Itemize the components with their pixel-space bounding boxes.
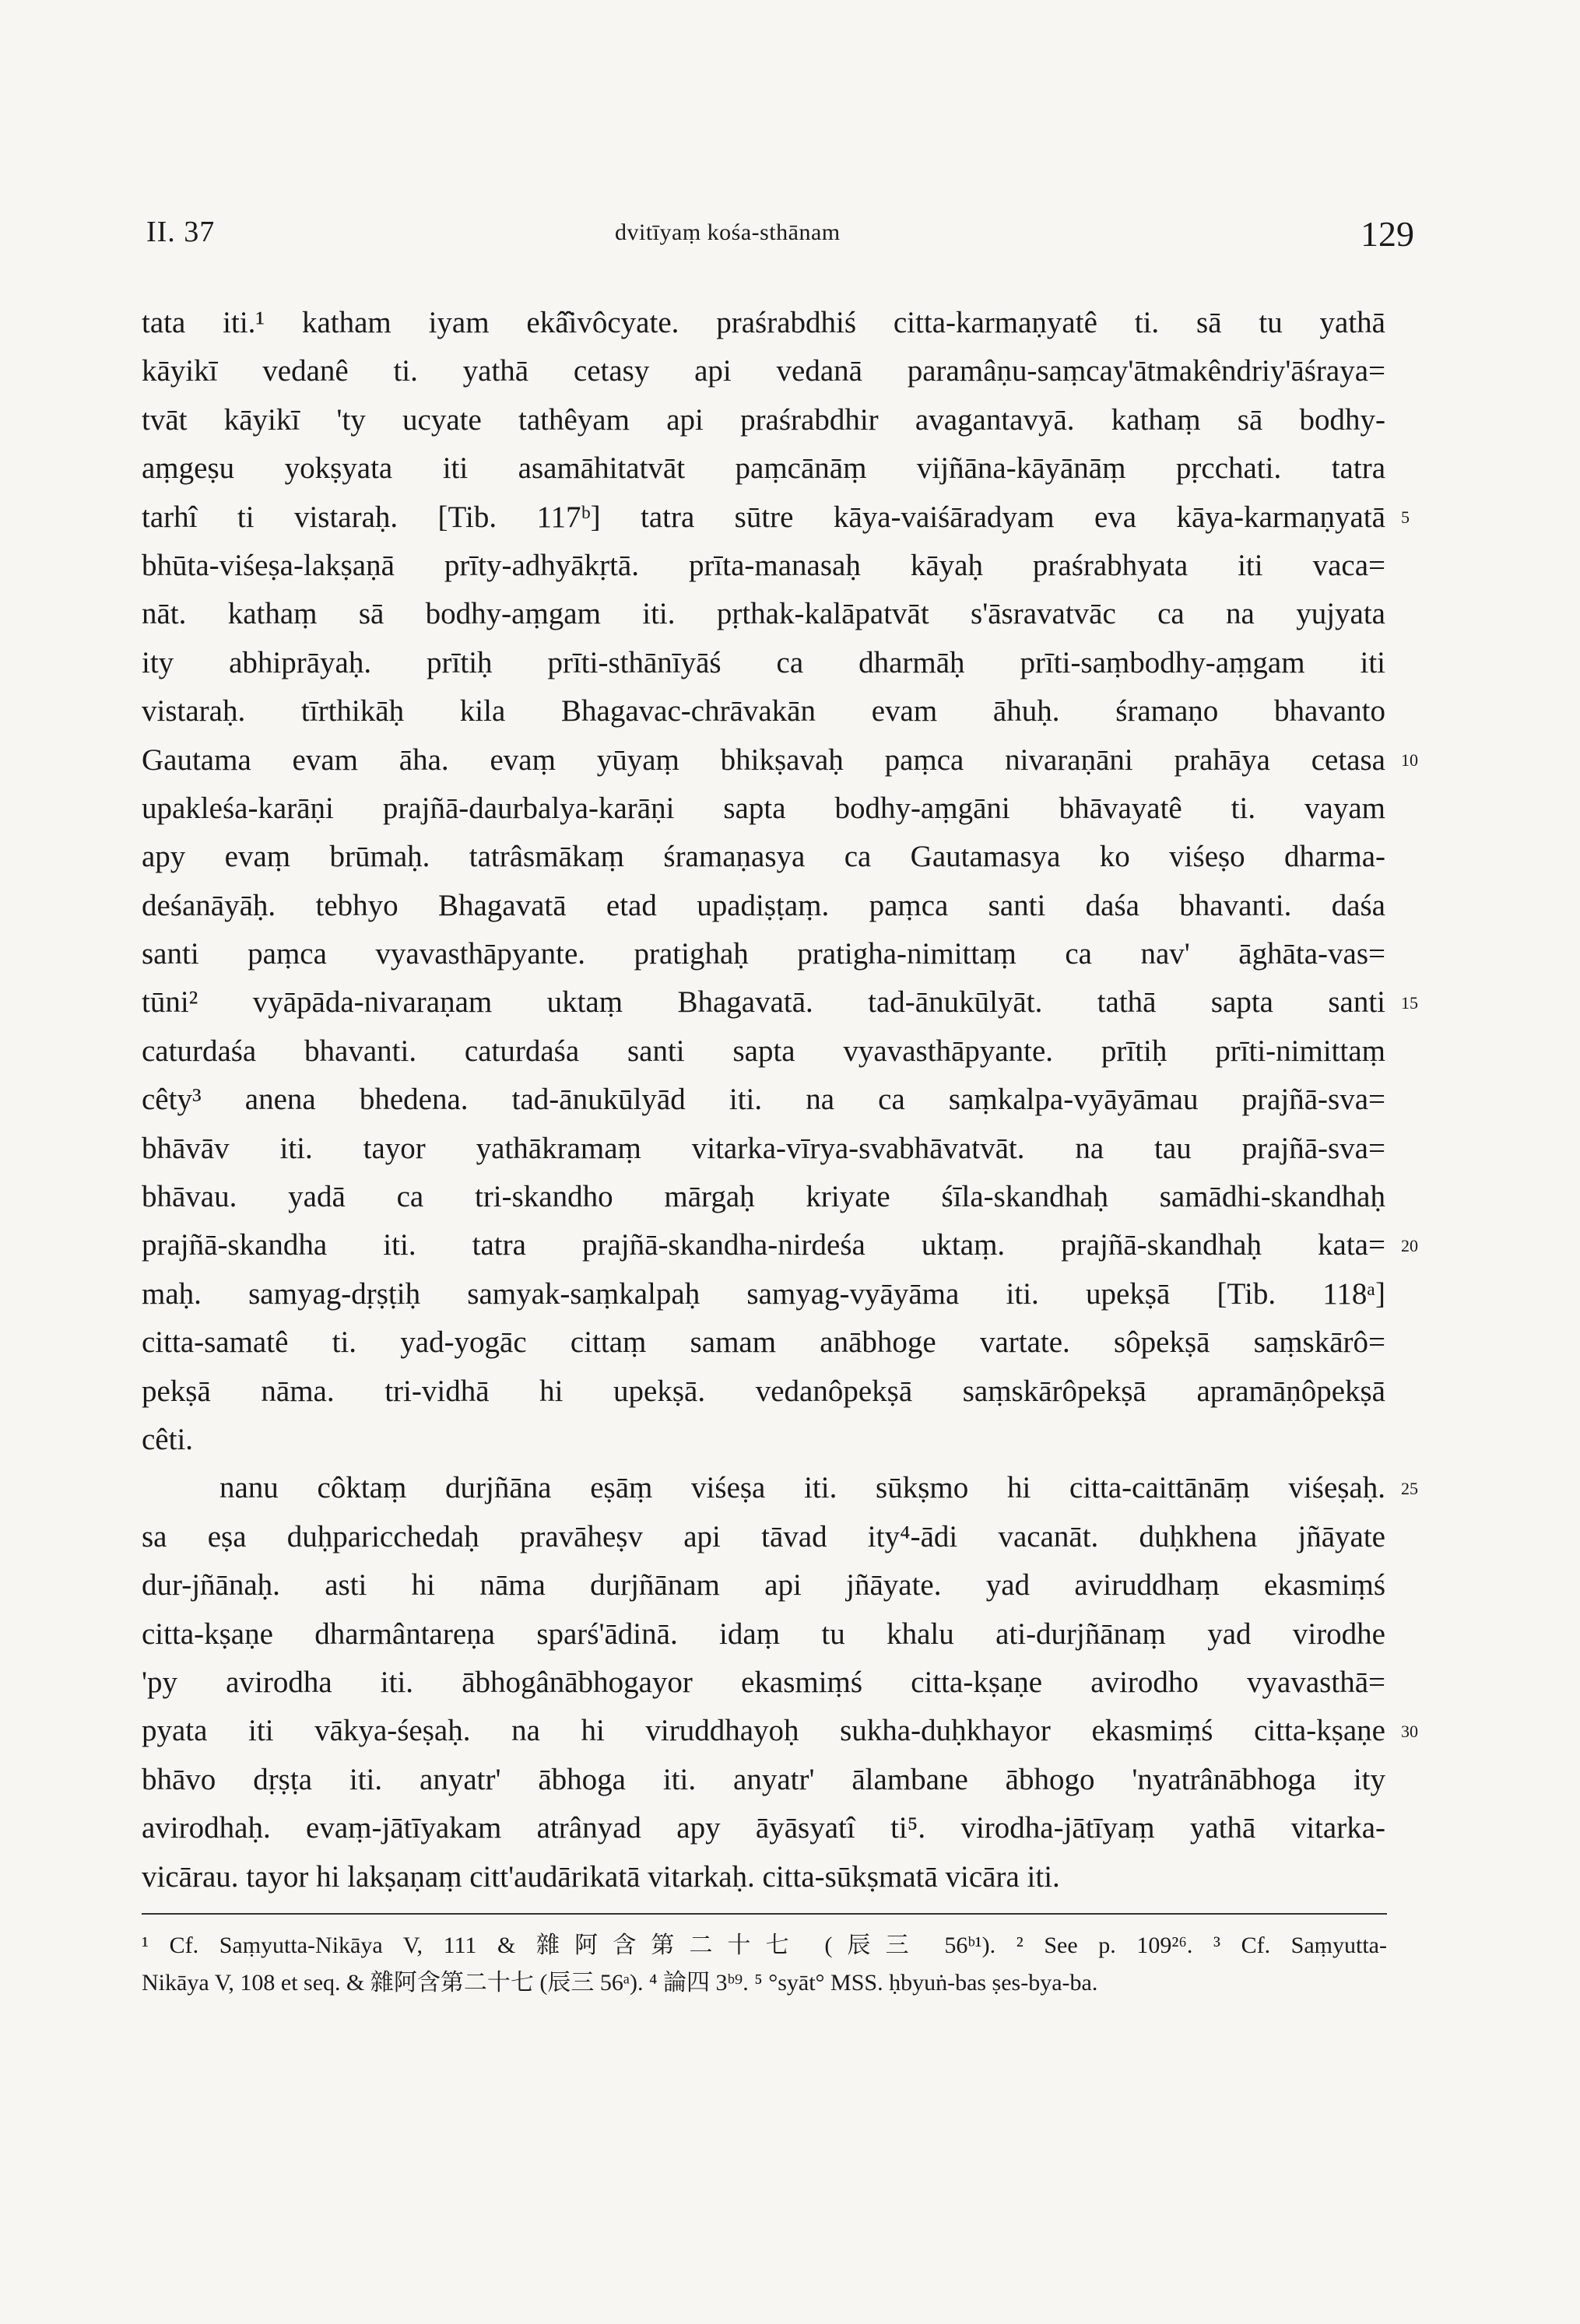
footnote-line: ¹ Cf. Saṃyutta-Nikāya V, 111 & 雜阿含第二十七 (辰三 56ᵇ¹). ² See p. 109²⁶. ³ Cf. Saṃyutta- [142,1933,1387,1958]
text-line: vicārau. tayor hi lakṣaṇaṃ citt'audārikatā vitarkaḥ. citta-sūkṣmatā vicāra iti. [142,1859,1060,1894]
running-header [0,210,1580,257]
text-line: citta-kṣaṇe dharmântareṇa sparś'ādinā. idaṃ tu khalu ati-durjñānaṃ yad virodhe [142,1617,1385,1651]
line-number: 15 [1401,993,1418,1013]
footnote-rule [142,1913,1387,1915]
text-line: deśanāyāḥ. tebhyo Bhagavatā etad upadiṣṭaṃ. paṃca santi daśa bhavanti. daśa [142,888,1385,922]
text-line: sa eṣa duḥparicchedaḥ pravāheṣv api tāvad ity⁴-ādi vacanāt. duḥkhena jñāyate [142,1519,1385,1553]
text-line: prajñā-skandha iti. tatra prajñā-skandha-nirdeśa uktaṃ. prajñā-skandhaḥ kata= [142,1228,1385,1262]
text-line: aṃgeṣu yokṣyata iti asamāhitatvāt paṃcānāṃ vijñāna-kāyānāṃ pṛcchati. tatra [142,451,1385,486]
main-text-block [142,299,1385,1901]
text-line: nāt. kathaṃ sā bodhy-aṃgam iti. pṛthak-kalāpatvāt s'āsravatvāc ca na yujyata [142,597,1385,631]
text-line: apy evaṃ brūmaḥ. tatrâsmākaṃ śramaṇasya ca Gautamasya ko viśeṣo dharma- [142,840,1385,874]
chapter-reference: II. 37 [146,216,216,248]
text-line: 'py avirodha iti. ābhogânābhogayor ekasmiṃś citta-kṣaṇe avirodho vyavasthā= [142,1665,1385,1699]
line-number: 25 [1401,1479,1418,1498]
text-line: maḥ. samyag-dṛṣṭiḥ samyak-saṃkalpaḥ samyag-vyāyāma iti. upekṣā [Tib. 118ᵃ] [142,1276,1385,1311]
text-line: tūni² vyāpāda-nivaraṇam uktaṃ Bhagavatā. tad-ānukūlyāt. tathā sapta santi [142,985,1385,1020]
text-line: cêti. [142,1422,194,1456]
text-line: kāyikī vedanê ti. yathā cetasy api vedanā paramâṇu-saṃcay'ātmakêndriy'āśraya= [142,354,1385,388]
text-line: nanu côktaṃ durjñāna eṣāṃ viśeṣa iti. sūkṣmo hi citta-caittānāṃ viśeṣaḥ. [219,1471,1385,1505]
footnote-line: Nikāya V, 108 et seq. & 雜阿含第二十七 (辰三 56ᵃ). ⁴ 論四 3ᵇ⁹. ⁵ °syāt° MSS. ḥbyuṅ-bas ṣes-bya-ba. [142,1970,1098,1996]
text-line: bhāvau. yadā ca tri-skandho mārgaḥ kriyate śīla-skandhaḥ samādhi-skandhaḥ [142,1180,1385,1214]
text-line: caturdaśa bhavanti. caturdaśa santi sapta vyavasthāpyante. prītiḥ prīti-nimittaṃ [142,1034,1385,1068]
text-line: tvāt kāyikī 'ty ucyate tathêyam api praśrabdhir avagantavyā. kathaṃ sā bodhy- [142,402,1385,437]
text-line: pyata iti vākya-śeṣaḥ. na hi viruddhayoḥ sukha-duḥkhayor ekasmiṃś citta-kṣaṇe [142,1714,1385,1748]
text-line: cêty³ anena bhedena. tad-ānukūlyād iti. na ca saṃkalpa-vyāyāmau prajñā-sva= [142,1083,1385,1117]
text-line: bhāvo dṛṣṭa iti. anyatr' ābhoga iti. anyatr' ālambane ābhogo 'nyatrânābhoga ity [142,1762,1385,1796]
text-line: avirodhaḥ. evaṃ-jātīyakam atrânyad apy āyāsyatî ti⁵. virodha-jātīyaṃ yathā vitarka- [142,1811,1385,1845]
text-line: tarhî ti vistaraḥ. [Tib. 117ᵇ] tatra sūtre kāya-vaiśāradyam eva kāya-karmaṇyatā [142,500,1385,534]
text-line: pekṣā nāma. tri-vidhā hi upekṣā. vedanôpekṣā saṃskārôpekṣā apramāṇôpekṣā [142,1374,1385,1408]
running-title: dvitīyaṃ kośa-sthānam [615,219,841,245]
text-line: bhāvāv iti. tayor yathākramaṃ vitarka-vīrya-svabhāvatvāt. na tau prajñā-sva= [142,1131,1385,1165]
footnotes [142,1927,1387,2002]
text-line: bhūta-viśeṣa-lakṣaṇā prīty-adhyākṛtā. prīta-manasaḥ kāyaḥ praśrabhyata iti vaca= [142,548,1385,582]
text-line: vistaraḥ. tīrthikāḥ kila Bhagavac-chrāvakān evam āhuḥ. śramaṇo bhavanto [142,694,1385,728]
text-line: upakleśa-karāṇi prajñā-daurbalya-karāṇi sapta bodhy-aṃgāni bhāvayatê ti. vayam [142,791,1385,825]
line-number: 30 [1401,1722,1418,1741]
text-line: citta-samatê ti. yad-yogāc cittaṃ samam anābhoge vartate. sôpekṣā saṃskārô= [142,1325,1385,1360]
line-number: 20 [1401,1236,1418,1255]
text-line: ity abhiprāyaḥ. prītiḥ prīti-sthānīyāś ca dharmāḥ prīti-saṃbodhy-aṃgam iti [142,645,1385,679]
text-line: Gautama evam āha. evaṃ yūyaṃ bhikṣavaḥ paṃca nivaraṇāni prahāya cetasa [142,742,1385,777]
text-line: tata iti.¹ katham iyam ekâ̂ivôcyate. praśrabdhiś citta-karmaṇyatê ti. sā tu yathā [142,306,1385,339]
text-line: santi paṃca vyavasthāpyante. pratighaḥ pratigha-nimittaṃ ca nav' āghāta-vas= [142,937,1385,971]
text-line: dur-jñānaḥ. asti hi nāma durjñānam api jñāyate. yad aviruddhaṃ ekasmiṃś [142,1568,1385,1603]
page-number: 129 [1361,214,1414,254]
line-number: 10 [1401,750,1418,770]
line-number: 5 [1401,507,1410,527]
